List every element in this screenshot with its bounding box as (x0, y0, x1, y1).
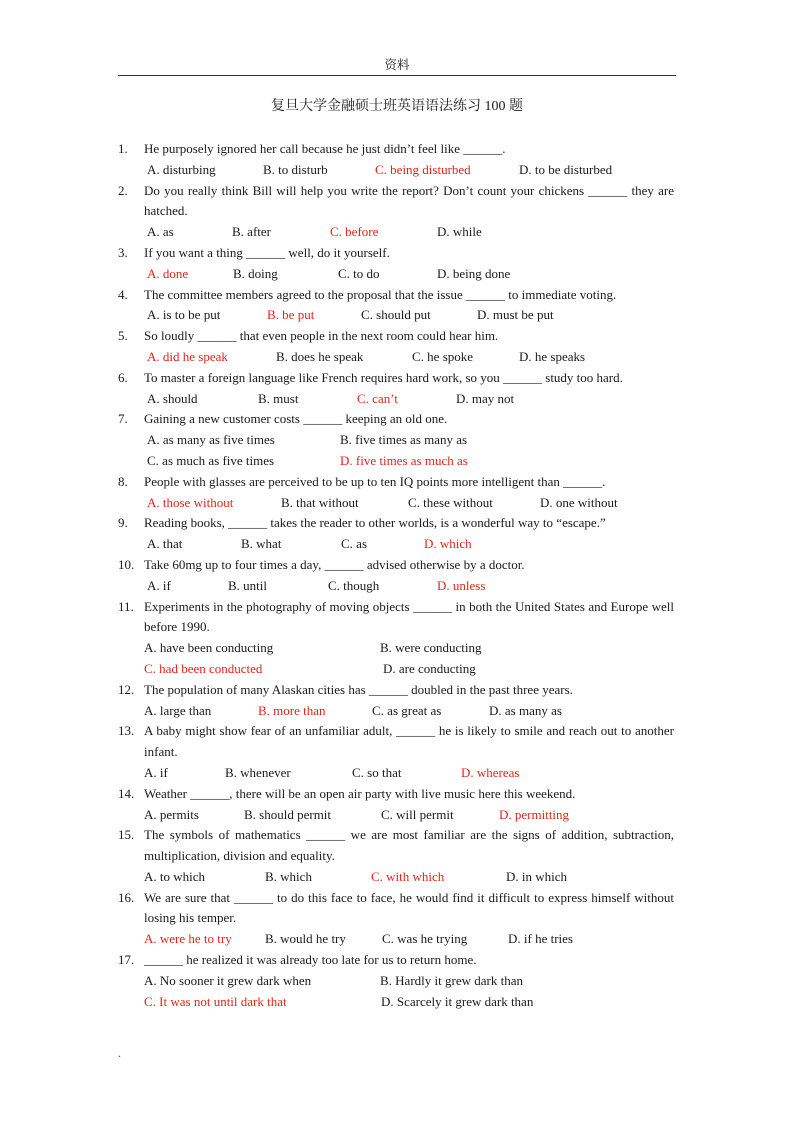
question-number: 16. (118, 889, 135, 905)
question-stem: People with glasses are perceived to be up to ten IQ points more intelligent than ______. (144, 473, 606, 489)
answer-option-correct: A. were he to try (144, 931, 232, 947)
answer-option: A. to which (144, 868, 206, 884)
question-number: 13. (118, 723, 135, 739)
options-row (144, 264, 674, 285)
question-item (118, 825, 674, 887)
answer-option: A. as many as five times (147, 432, 275, 448)
question-number: 1. (118, 141, 128, 156)
options-row (144, 493, 674, 514)
question-stem: So loudly ______ that even people in the next room could hear him. (144, 328, 499, 344)
question-number: 11. (118, 598, 134, 614)
answer-option: C. should put (361, 307, 431, 323)
answer-option: B. whenever (225, 764, 291, 780)
question-stem: Gaining a new customer costs ______ keeping an old one. (144, 411, 448, 427)
options-row (144, 929, 674, 950)
options-row (144, 701, 674, 722)
answer-option: B. until (228, 577, 268, 593)
answer-option: B. which (265, 868, 312, 884)
answer-option-correct: D. five times as much as (340, 452, 468, 468)
answer-option: D. being done (437, 265, 511, 281)
question-number: 4. (118, 286, 128, 302)
options-row (144, 430, 674, 451)
question-item (118, 243, 674, 285)
question-item (118, 326, 674, 368)
question-stem: He purposely ignored her call because he just didn’t feel like ______. (144, 141, 506, 156)
answer-option-correct: D. which (424, 536, 472, 552)
answer-option-correct: C. being disturbed (375, 161, 471, 177)
answer-option: B. five times as many as (340, 432, 468, 448)
question-stem: We are sure that ______ to do this face to face, he would find it difficult to express himself without losing his temper. (144, 889, 674, 926)
question-item (118, 139, 674, 181)
answer-option: D. in which (506, 868, 568, 884)
answer-option: B. that without (281, 494, 359, 510)
question-number: 2. (118, 182, 128, 198)
answer-option: C. so that (352, 764, 402, 780)
options-row (144, 305, 674, 326)
answer-option: C. was he trying (382, 931, 468, 947)
options-row (144, 160, 674, 181)
answer-option: B. Hardly it grew dark than (380, 972, 523, 988)
question-stem: Weather ______, there will be an open air party with live music here this weekend. (144, 785, 576, 801)
question-list (118, 139, 674, 1012)
question-stem: The symbols of mathematics ______ we are most familiar are the signs of addition, subtraction, multiplication, division and equality. (144, 827, 674, 864)
answer-option: A. large than (144, 702, 212, 718)
options-row (144, 805, 674, 826)
answer-option: B. would he try (265, 931, 346, 947)
question-item (118, 888, 674, 950)
answer-option: B. were conducting (380, 640, 482, 656)
answer-option: A. disturbing (147, 161, 216, 177)
question-item (118, 472, 674, 514)
question-number: 14. (118, 785, 135, 801)
answer-option-correct: D. whereas (461, 764, 520, 780)
answer-option-correct: D. unless (437, 577, 486, 593)
answer-option: D. are conducting (383, 660, 476, 676)
answer-option-correct: C. It was not until dark that (144, 993, 287, 1009)
answer-option: B. what (241, 536, 282, 552)
question-item (118, 409, 674, 471)
answer-option: C. as (341, 536, 367, 552)
question-item (118, 368, 674, 410)
answer-option-correct: A. those without (147, 494, 234, 510)
options-row (144, 659, 674, 680)
question-number: 8. (118, 473, 128, 489)
answer-option-correct: A. did he speak (147, 348, 228, 364)
answer-option: A. that (147, 536, 183, 552)
answer-option: A. should (147, 390, 198, 406)
answer-option: D. Scarcely it grew dark than (381, 993, 534, 1009)
answer-option-correct: C. can’t (357, 390, 398, 406)
question-number: 17. (118, 952, 135, 968)
options-row (144, 638, 674, 659)
options-row (144, 347, 674, 368)
answer-option: B. should permit (244, 806, 332, 822)
answer-option: D. to be disturbed (519, 161, 613, 177)
answer-option: C. these without (408, 494, 493, 510)
answer-option-correct: B. more than (258, 702, 326, 718)
question-item (118, 680, 674, 722)
answer-option: C. though (328, 577, 380, 593)
answer-option: C. as great as (372, 702, 442, 718)
options-row (144, 867, 674, 888)
options-row (144, 222, 674, 243)
question-item (118, 513, 674, 555)
answer-option: D. as many as (489, 702, 562, 718)
question-stem: Do you really think Bill will help you write the report? Don’t count your chickens ______ they are hatched. (144, 182, 674, 219)
question-number: 9. (118, 515, 128, 531)
answer-option: D. may not (456, 390, 515, 406)
options-row (144, 576, 674, 597)
answer-option: C. he spoke (412, 348, 474, 364)
options-row (144, 389, 674, 410)
question-item (118, 555, 674, 597)
question-stem: If you want a thing ______ well, do it yourself. (144, 244, 390, 260)
footer-mark: . (118, 1046, 121, 1060)
answer-option: D. must be put (477, 307, 554, 323)
question-number: 5. (118, 328, 128, 344)
question-number: 7. (118, 411, 128, 427)
answer-option: B. doing (233, 265, 278, 281)
answer-option: A. permits (144, 806, 199, 822)
document-title: 复旦大学金融硕士班英语语法练习 100 题 (271, 99, 523, 114)
answer-option: A. is to be put (147, 307, 221, 323)
answer-option: A. as (147, 224, 174, 240)
answer-option: D. one without (540, 494, 618, 510)
question-stem: ______ he realized it was already too late for us to return home. (144, 952, 477, 968)
question-item (118, 721, 674, 783)
answer-option-correct: C. had been conducted (144, 660, 263, 676)
page-header (118, 57, 676, 76)
answer-option: C. as much as five times (147, 452, 275, 468)
answer-option: A. if (147, 577, 171, 593)
question-item (118, 181, 674, 243)
question-number: 15. (118, 827, 135, 843)
answer-option: B. to disturb (263, 161, 328, 177)
question-stem: Experiments in the photography of moving objects ______ in both the United States and Europe well before 1990. (144, 598, 674, 635)
question-number: 10. (118, 556, 135, 572)
question-item (118, 285, 674, 327)
answer-option-correct: D. permitting (499, 806, 570, 822)
answer-option: D. while (437, 224, 482, 240)
question-stem: The committee members agreed to the proposal that the issue ______ to immediate voting. (144, 286, 617, 302)
question-number: 12. (118, 681, 135, 697)
options-row (144, 451, 674, 472)
answer-option: C. to do (338, 265, 380, 281)
question-stem: Reading books, ______ takes the reader to other worlds, is a wonderful way to “escape.” (144, 515, 606, 531)
answer-option-correct: A. done (147, 265, 189, 281)
answer-option: A. No sooner it grew dark when (144, 972, 312, 988)
question-stem: To master a foreign language like French requires hard work, so you ______ study too hard. (144, 369, 623, 385)
question-number: 3. (118, 244, 128, 260)
answer-option: C. will permit (381, 806, 454, 822)
answer-option: B. does he speak (276, 348, 364, 364)
options-row (144, 534, 674, 555)
options-row (144, 763, 674, 784)
answer-option: A. if (144, 764, 168, 780)
question-item (118, 597, 674, 680)
answer-option-correct: C. before (330, 224, 379, 240)
options-row (144, 971, 674, 992)
options-row (144, 992, 674, 1013)
answer-option: B. must (258, 390, 299, 406)
answer-option-correct: B. be put (267, 307, 315, 323)
header-text: 资料 (384, 58, 410, 72)
question-stem: The population of many Alaskan cities has ______ doubled in the past three years. (144, 681, 573, 697)
answer-option: D. if he tries (508, 931, 573, 947)
question-number: 6. (118, 369, 128, 385)
question-item (118, 950, 674, 1012)
question-item (118, 784, 674, 826)
answer-option: B. after (232, 224, 271, 240)
question-stem: Take 60mg up to four times a day, ______ advised otherwise by a doctor. (144, 556, 525, 572)
question-stem: A baby might show fear of an unfamiliar adult, ______ he is likely to smile and reach out to another infant. (144, 723, 674, 760)
answer-option: A. have been conducting (144, 640, 274, 656)
answer-option: D. he speaks (519, 348, 586, 364)
answer-option-correct: C. with which (371, 868, 445, 884)
